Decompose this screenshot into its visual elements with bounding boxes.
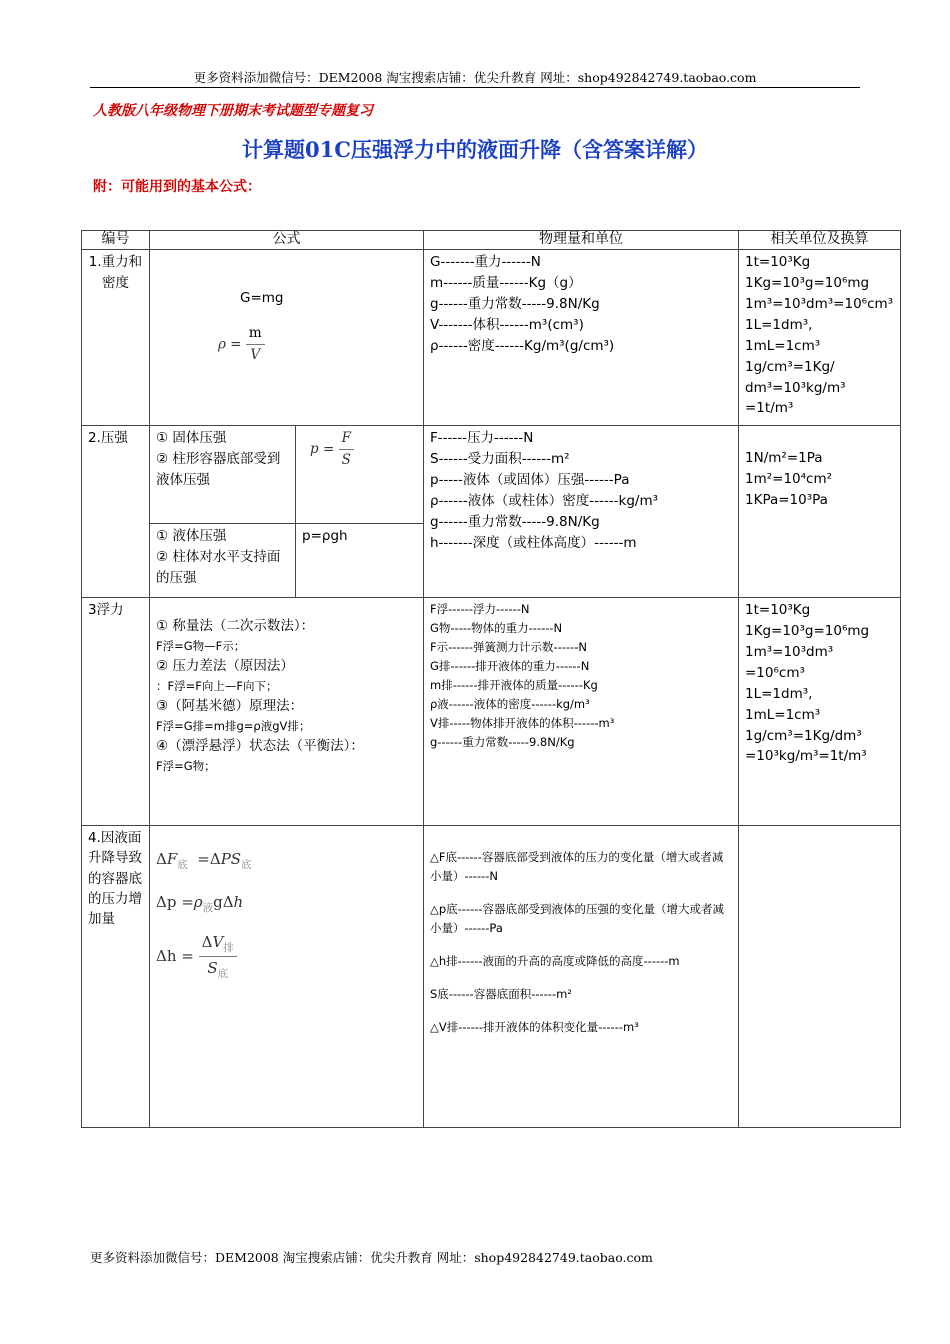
subtitle: 人教版八年级物理下册期末考试题型专题复习 [93, 103, 373, 119]
row1-units: 1t=10³Kg 1Kg=10³g=10⁶mg 1m³=10³dm³=10⁶cm³ 1L=1dm³, 1mL=1cm³ 1g/cm³=1Kg/ dm³=10³kg/m³ =1t/m³ [739, 250, 901, 426]
row2-case-b: ① 液体压强 ② 柱体对水平支持面的压强 [150, 524, 296, 598]
table-row [82, 426, 901, 524]
header-id: 编号 [82, 231, 150, 250]
row3-methods: ① 称量法（二次示数法）： F浮=G物—F示； ② 压力差法（原因法） ：F浮=F向上—F向下； ③（阿基米德）原理法： F浮=G排=m排g=ρ液gV排； ④（漂浮悬浮）状态法（平衡法）： F浮=G物； [150, 598, 424, 826]
header-quantities: 物理量和单位 [424, 231, 739, 250]
header-units: 相关单位及换算 [739, 231, 901, 250]
page-footer: 更多资料添加微信号：DEM2008 淘宝搜索店铺：优尖升教育 网址：shop492842749.taobao.com [90, 1250, 653, 1265]
table-row [82, 250, 901, 426]
formula-density: ρ = $\frac{m}{V}$ [156, 309, 417, 366]
formula-delta-height: Δh = $\frac{\Delta V_排}{S_底}$ [156, 931, 417, 983]
formula-delta-force: $\Delta F_底 =\Delta PS_底$ [156, 850, 252, 871]
row2-quantities: F------压力------N S------受力面积------m² p-----液体（或固体）压强------Pa ρ------液体（或柱体）密度------kg/m³ g------重力常数-----9.8N/Kg h-------深度（或柱体高度）------m [424, 426, 739, 598]
header-divider [90, 87, 860, 88]
row1-quantities: G-------重力------N m------质量------Kg（g） g------重力常数-----9.8N/Kg V-------体积------m³(cm³) ρ------密度------Kg/m³(g/cm³) [424, 250, 739, 426]
appendix-label: 附：可能用到的基本公式： [93, 179, 261, 195]
row4-units [739, 826, 901, 1128]
row4-id: 4.因液面升降导致的容器底的压力增加量 [82, 826, 150, 1128]
row2-formula-a: p = $\frac{F}{S}$ [296, 426, 424, 524]
page-title: 计算题01C压强浮力中的液面升降（含答案详解） [242, 137, 708, 162]
row4-formulas [150, 826, 424, 1128]
row4-quantities: △F底------容器底部受到液体的压力的变化量（增大或者减小量）------N △p底------容器底部受到液体的压强的变化量（增大或者减小量）------Pa △h排------液面的升高的高度或降低的高度------m S底------容器底面积------m² △V排------排开液体的体积变化量------m³ [424, 826, 739, 1128]
header-formula: 公式 [150, 231, 424, 250]
formula-gravity: G=mg [240, 290, 284, 306]
row2-id: 2.压强 [82, 426, 150, 598]
table-row [82, 826, 901, 1128]
table-row [82, 598, 901, 826]
formula-delta-pressure: $\Delta p =\rho_液g\Delta h$ [156, 893, 244, 915]
row2-case-a: ① 固体压强 ② 柱形容器底部受到液体压强 [150, 426, 296, 524]
table-header-row [82, 231, 901, 250]
row3-units: 1t=10³Kg 1Kg=10³g=10⁶mg 1m³=10³dm³ =10⁶cm³ 1L=1dm³, 1mL=1cm³ 1g/cm³=1Kg/dm³ =10³kg/m³=1t/m³ [739, 598, 901, 826]
row1-id: 1.重力和密度 [82, 250, 150, 426]
page-header: 更多资料添加微信号：DEM2008 淘宝搜索店铺：优尖升教育 网址：shop492842749.taobao.com [193, 70, 757, 85]
row2-units: 1N/m²=1Pa 1m²=10⁴cm² 1KPa=10³Pa [739, 426, 901, 598]
row1-formula [150, 250, 424, 426]
row3-id: 3浮力 [82, 598, 150, 826]
row2-formula-b: p=ρgh [296, 524, 424, 598]
row3-quantities: F浮------浮力------N G物-----物体的重力------N F示------弹簧测力计示数------N G排------排开液体的重力------N m排------排开液体的质量------Kg ρ液------液体的密度------kg/m³ V排-----物体排开液体的体积------m³ g------重力常数-----9.8N/Kg [424, 598, 739, 826]
formula-table [81, 230, 901, 1128]
